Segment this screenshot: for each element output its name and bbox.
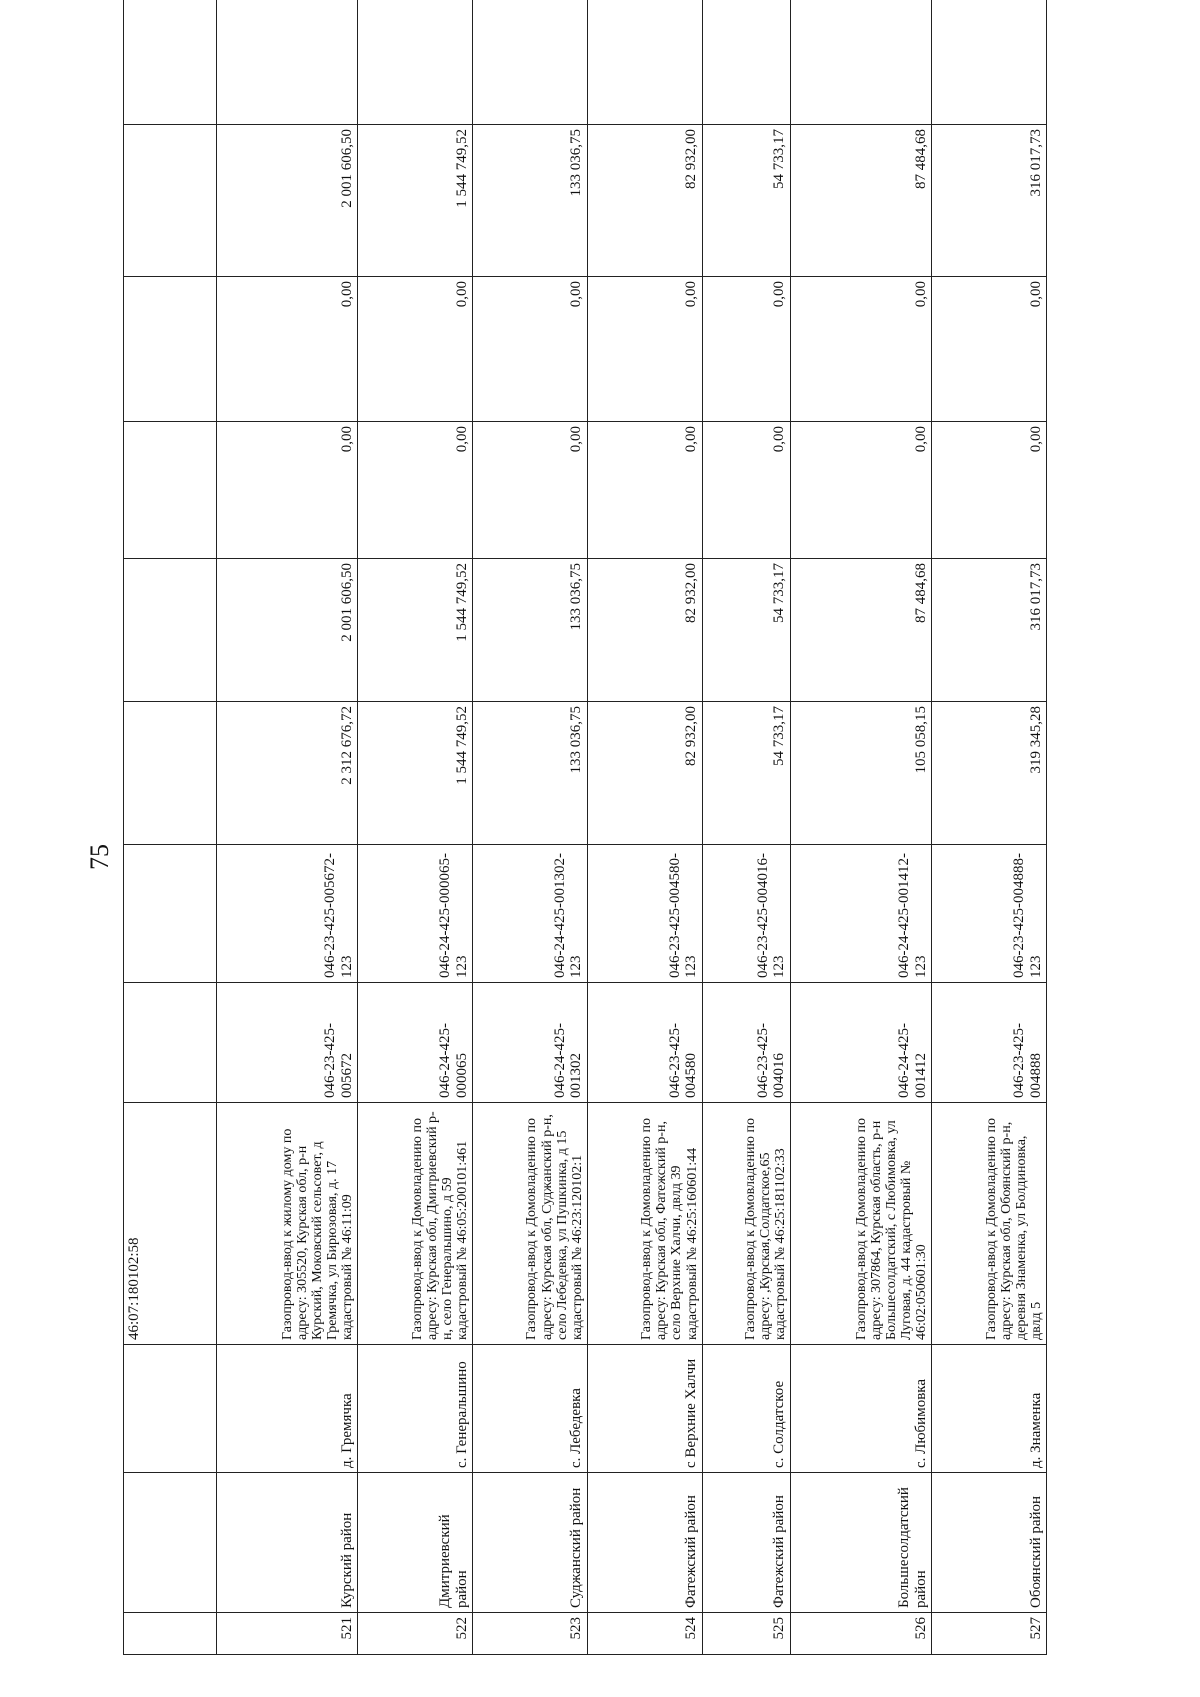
cell-object-code: 046-24-425-001412-123 [790, 845, 931, 983]
cell-total: 87 484,68 [790, 125, 931, 277]
cell-initial-cost: 319 345,28 [932, 702, 1047, 845]
cell-residual-cost: 87 484,68 [790, 559, 931, 702]
cell-object-description: Газопровод-ввод к Домовладению по адресу: Курская обл, Дмитриевский р-н, село Генеральшино, д 59 кадастровый № 46:05:200101:461 [358, 1103, 473, 1345]
cell-total: 54 733,17 [702, 125, 790, 277]
cell-amount: 0,00 [358, 422, 473, 559]
cell-amount: 0,00 [790, 422, 931, 559]
cell-empty [124, 422, 217, 559]
cell-amount: 0,00 [358, 277, 473, 422]
cell-total: 2 001 606,50 [217, 125, 358, 277]
cell-locality: д. Гремячка [217, 1345, 358, 1473]
cell-empty [124, 125, 217, 277]
cell-empty [124, 702, 217, 845]
cell-locality: с. Генеральшино [358, 1345, 473, 1473]
cell-residual-cost: 2 001 606,50 [217, 559, 358, 702]
cell-locality: с. Солдатское [702, 1345, 790, 1473]
cell-total: 133 036,75 [473, 125, 588, 277]
cell-district: Большесолдатский район [790, 1473, 931, 1613]
cell-district: Курский район [217, 1473, 358, 1613]
cell-empty [124, 845, 217, 983]
cell-amount: 0,00 [473, 277, 588, 422]
cell-inventory-number: 046-24-425-001302 [473, 983, 588, 1103]
cell-amount: 0,00 [790, 277, 931, 422]
cell-initial-cost: 82 932,00 [587, 702, 702, 845]
cell-amount [790, 0, 931, 125]
cell-amount [587, 0, 702, 125]
cell-total: 316 017,73 [932, 125, 1047, 277]
cell-district: Суджанский район [473, 1473, 588, 1613]
cell-total: 1 544 749,52 [358, 125, 473, 277]
cell-object-description: Газопровод-ввод к Домовладению по адресу: Курская обл, Суджанский р-н, село Лебедевка, ул Пушкинка, д 15 кадастровый № 46:23:120102:1 [473, 1103, 588, 1345]
cell-object-description: Газопровод-ввод к Домовладению по адресу: Курская обл, Фатежский р-н, село Верхние Халчи, двлд 39 кадастровый № 46:25:160601:44 [587, 1103, 702, 1345]
table-row [587, 0, 702, 1655]
cell-district: Фатежский район [702, 1473, 790, 1613]
cell-initial-cost: 54 733,17 [702, 702, 790, 845]
cell-object-code: 046-24-425-001302-123 [473, 845, 588, 983]
cell-locality: с. Любимовка [790, 1345, 931, 1473]
cell-amount: 0,00 [932, 422, 1047, 559]
page-number: 75 [85, 844, 114, 870]
cell-amount: 0,00 [217, 422, 358, 559]
property-table [123, 0, 1047, 1655]
rotated-table-container [123, 57, 1047, 1655]
cell-initial-cost: 133 036,75 [473, 702, 588, 845]
cell-row-number: 525 [702, 1613, 790, 1655]
cell-object-description: Газопровод-ввод к Домовладению по адресу: ,Курская,Солдатское,65 кадастровый № 46:25:181102:33 [702, 1103, 790, 1345]
cell-inventory-number: 046-24-425-000065 [358, 983, 473, 1103]
cell-initial-cost: 1 544 749,52 [358, 702, 473, 845]
cell-row-number: 521 [217, 1613, 358, 1655]
cell-empty [124, 983, 217, 1103]
cell-residual-cost: 82 932,00 [587, 559, 702, 702]
cell-row-number: 524 [587, 1613, 702, 1655]
cell-amount: 0,00 [702, 277, 790, 422]
cell-amount: 0,00 [932, 277, 1047, 422]
table-row [473, 0, 588, 1655]
cell-empty [124, 1613, 217, 1655]
table-row [932, 0, 1047, 1655]
table-row [790, 0, 931, 1655]
cell-row-number: 522 [358, 1613, 473, 1655]
cell-object-code: 046-23-425-005672-123 [217, 845, 358, 983]
table-row [358, 0, 473, 1655]
cell-residual-cost: 133 036,75 [473, 559, 588, 702]
cell-empty [124, 277, 217, 422]
cell-cadastral-continuation: 46:07:180102:58 [124, 1103, 217, 1345]
cell-inventory-number: 046-23-425-004888 [932, 983, 1047, 1103]
cell-inventory-number: 046-23-425-004580 [587, 983, 702, 1103]
cell-object-code: 046-23-425-004016-123 [702, 845, 790, 983]
cell-residual-cost: 54 733,17 [702, 559, 790, 702]
cell-amount: 0,00 [217, 277, 358, 422]
cell-residual-cost: 1 544 749,52 [358, 559, 473, 702]
cell-amount [932, 0, 1047, 125]
cell-inventory-number: 046-24-425-001412 [790, 983, 931, 1103]
cell-amount: 0,00 [473, 422, 588, 559]
cell-amount: 0,00 [587, 422, 702, 559]
cell-empty [124, 0, 217, 125]
cell-row-number: 527 [932, 1613, 1047, 1655]
cell-total: 82 932,00 [587, 125, 702, 277]
cell-locality: д. Знаменка [932, 1345, 1047, 1473]
cell-district: Обоянский район [932, 1473, 1047, 1613]
cell-amount [217, 0, 358, 125]
table-row [702, 0, 790, 1655]
table-row-continuation [124, 0, 217, 1655]
cell-amount: 0,00 [702, 422, 790, 559]
cell-amount: 0,00 [587, 277, 702, 422]
cell-empty [124, 559, 217, 702]
cell-row-number: 526 [790, 1613, 931, 1655]
cell-amount [702, 0, 790, 125]
table-row [217, 0, 358, 1655]
cell-object-description: Газопровод-ввод к Домовладению по адресу: Курская обл, Обоянский р-н, деревня Знаменка, ул Болдиновка, двлд 5 [932, 1103, 1047, 1345]
cell-locality: с. Лебедевка [473, 1345, 588, 1473]
cell-initial-cost: 105 058,15 [790, 702, 931, 845]
cell-row-number: 523 [473, 1613, 588, 1655]
cell-inventory-number: 046-23-425-004016 [702, 983, 790, 1103]
cell-amount [358, 0, 473, 125]
cell-district: Фатежский район [587, 1473, 702, 1613]
cell-residual-cost: 316 017,73 [932, 559, 1047, 702]
cell-object-description: Газопровод-ввод к Домовладению по адресу: 307864, Курская область, р-н Большесолдатский, с Любимовка, ул Луговая, д. 44 кадастровый № 46:02:050601:30 [790, 1103, 931, 1345]
cell-amount [473, 0, 588, 125]
cell-inventory-number: 046-23-425-005672 [217, 983, 358, 1103]
cell-object-description: Газопровод-ввод к жилому дому по адресу: 305520, Курская обл, р-н Курский, Моковский сельсовет, д Гремячка, ул Бирюзовая, д. 17 кадастровый № 46:11:09 [217, 1103, 358, 1345]
cell-object-code: 046-24-425-000065-123 [358, 845, 473, 983]
cell-initial-cost: 2 312 676,72 [217, 702, 358, 845]
cell-object-code: 046-23-425-004888-123 [932, 845, 1047, 983]
cell-empty [124, 1473, 217, 1613]
cell-district: Дмитриевский район [358, 1473, 473, 1613]
cell-locality: с Верхние Халчи [587, 1345, 702, 1473]
cell-object-code: 046-23-425-004580-123 [587, 845, 702, 983]
cell-empty [124, 1345, 217, 1473]
